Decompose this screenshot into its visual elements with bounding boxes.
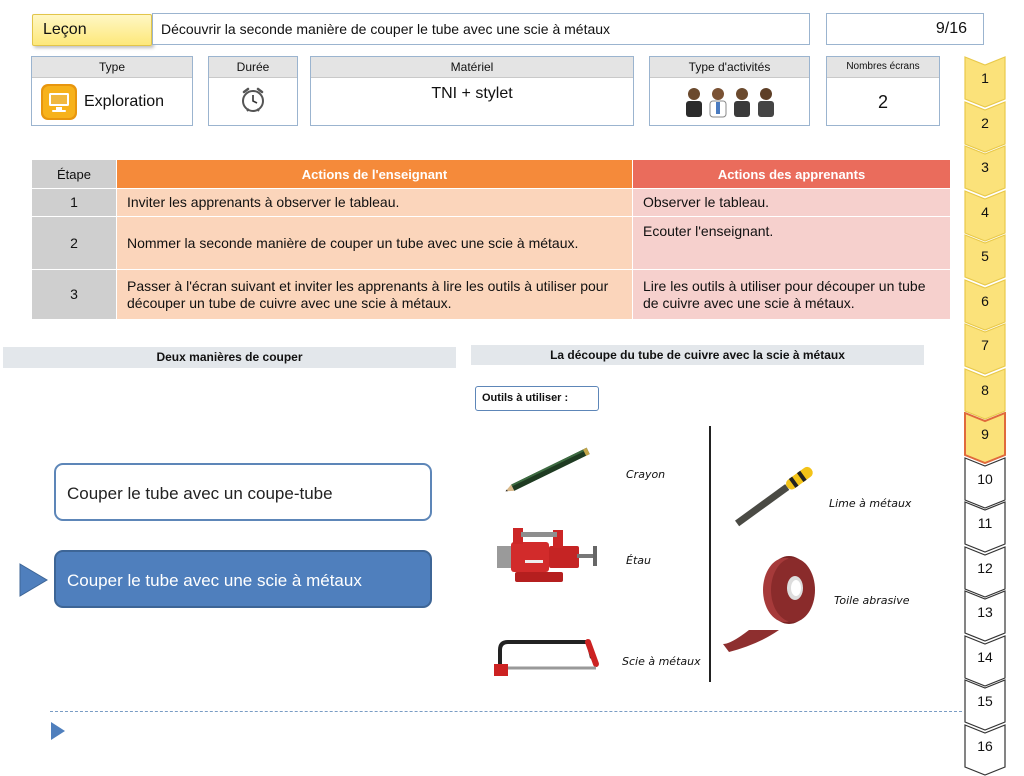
learner-action: Lire les outils à utiliser pour découper un tube de cuivre avec une scie à métaux.: [633, 270, 951, 320]
table-row: [32, 189, 951, 217]
tool-label-crayon: Crayon: [626, 468, 666, 481]
selection-arrow-icon: [19, 563, 49, 602]
teacher-action: Passer à l'écran suivant et inviter les apprenants à lire les outils à utiliser pour découper un tube de cuivre avec une scie à métaux.: [117, 270, 633, 320]
info-type: [31, 56, 193, 126]
info-ecrans-label: Nombres écrans: [827, 57, 939, 78]
info-duree: [208, 56, 298, 126]
screen-tab-14[interactable]: [964, 635, 1006, 687]
screen-tab-5[interactable]: [964, 234, 1006, 286]
file-tool-icon: [726, 460, 822, 537]
screen-tab-label: 2: [981, 114, 989, 131]
info-activites: [649, 56, 810, 126]
screen-tab-label: 6: [981, 292, 989, 309]
tools-divider: [709, 426, 711, 682]
screen-tab-label: 15: [977, 693, 993, 709]
screen-tab-label: 10: [977, 470, 993, 487]
tool-label-scie: Scie à métaux: [622, 655, 701, 668]
screen-tab-label: 12: [977, 559, 993, 576]
screen-tab-2[interactable]: [964, 101, 1006, 153]
hacksaw-icon: [492, 634, 604, 685]
info-duree-label: Durée: [209, 57, 297, 78]
choice-scie-a-metaux[interactable]: Couper le tube avec une scie à métaux: [54, 550, 432, 608]
sandpaper-roll-icon: [719, 552, 823, 661]
right-panel-header: La découpe du tube de cuivre avec la scie à métaux: [471, 345, 924, 365]
info-ecrans: [826, 56, 940, 126]
column-header-etape: Étape: [32, 160, 117, 189]
screen-tab-12[interactable]: [964, 546, 1006, 598]
learner-action: Ecouter l'enseignant.: [633, 217, 951, 270]
screen-tab-4[interactable]: [964, 190, 1006, 242]
info-type-label: Type: [32, 57, 192, 78]
monitor-icon: [40, 83, 78, 121]
screen-tab-13[interactable]: [964, 590, 1006, 642]
screen-tab-label: 1: [981, 70, 989, 86]
teacher-action: Inviter les apprenants à observer le tableau.: [117, 189, 633, 217]
screen-tab-11[interactable]: [964, 501, 1006, 553]
step-number: 1: [32, 189, 117, 217]
screen-tab-8[interactable]: [964, 368, 1006, 420]
screen-tab-label: 3: [981, 159, 989, 175]
pencil-icon: [500, 440, 604, 501]
outils-label-box: Outils à utiliser :: [475, 386, 599, 411]
vise-icon: [493, 524, 603, 593]
alarm-clock-icon: [239, 86, 267, 119]
step-number: 2: [32, 217, 117, 270]
tool-label-toile: Toile abrasive: [834, 594, 910, 607]
learner-action: Observer le tableau.: [633, 189, 951, 217]
screen-tab-10[interactable]: [964, 457, 1006, 509]
teacher-action: Nommer la seconde manière de couper un tube avec une scie à métaux.: [117, 217, 633, 270]
left-panel-header: Deux manières de couper: [3, 347, 456, 368]
column-header-apprenants: Actions des apprenants: [633, 160, 951, 189]
screen-tab-label: 7: [981, 337, 989, 353]
screen-tab-label: 13: [977, 604, 993, 620]
step-number: 3: [32, 270, 117, 320]
screen-tab-label: 9: [981, 426, 989, 442]
next-arrow-icon[interactable]: [51, 722, 65, 745]
people-icon: [650, 79, 809, 125]
screen-tab-6[interactable]: [964, 279, 1006, 331]
screen-tab-9[interactable]: [964, 412, 1006, 464]
info-type-value: Exploration: [84, 93, 165, 110]
screen-tab-15[interactable]: [964, 679, 1006, 731]
table-row: [32, 270, 951, 320]
tool-label-lime: Lime à métaux: [829, 497, 912, 510]
screen-tab-7[interactable]: [964, 323, 1006, 375]
screen-tab-label: 8: [981, 381, 989, 398]
screen-tab-label: 11: [977, 515, 993, 531]
lesson-label: Leçon: [32, 14, 152, 46]
screen-tab-3[interactable]: [964, 145, 1006, 197]
info-materiel-label: Matériel: [311, 57, 633, 78]
screen-counter: 9/16: [826, 13, 984, 45]
info-materiel-value: TNI + stylet: [431, 85, 513, 102]
choice-coupe-tube[interactable]: Couper le tube avec un coupe-tube: [54, 463, 432, 521]
lesson-title: Découvrir la seconde manière de couper le tube avec une scie à métaux: [152, 13, 810, 45]
info-materiel: [310, 56, 634, 126]
screen-tab-label: 16: [977, 737, 993, 754]
info-activites-label: Type d'activités: [650, 57, 809, 78]
tool-label-etau: Étau: [626, 554, 651, 567]
screen-tab-label: 14: [977, 648, 993, 665]
info-ecrans-value: 2: [877, 91, 888, 112]
steps-table: [31, 159, 951, 320]
bottom-divider: [50, 711, 962, 712]
screen-tab-label: 5: [981, 248, 989, 264]
screen-tab-1[interactable]: [964, 56, 1006, 108]
column-header-enseignant: Actions de l'enseignant: [117, 160, 633, 189]
table-row: [32, 217, 951, 270]
screen-tab-label: 4: [981, 203, 989, 220]
